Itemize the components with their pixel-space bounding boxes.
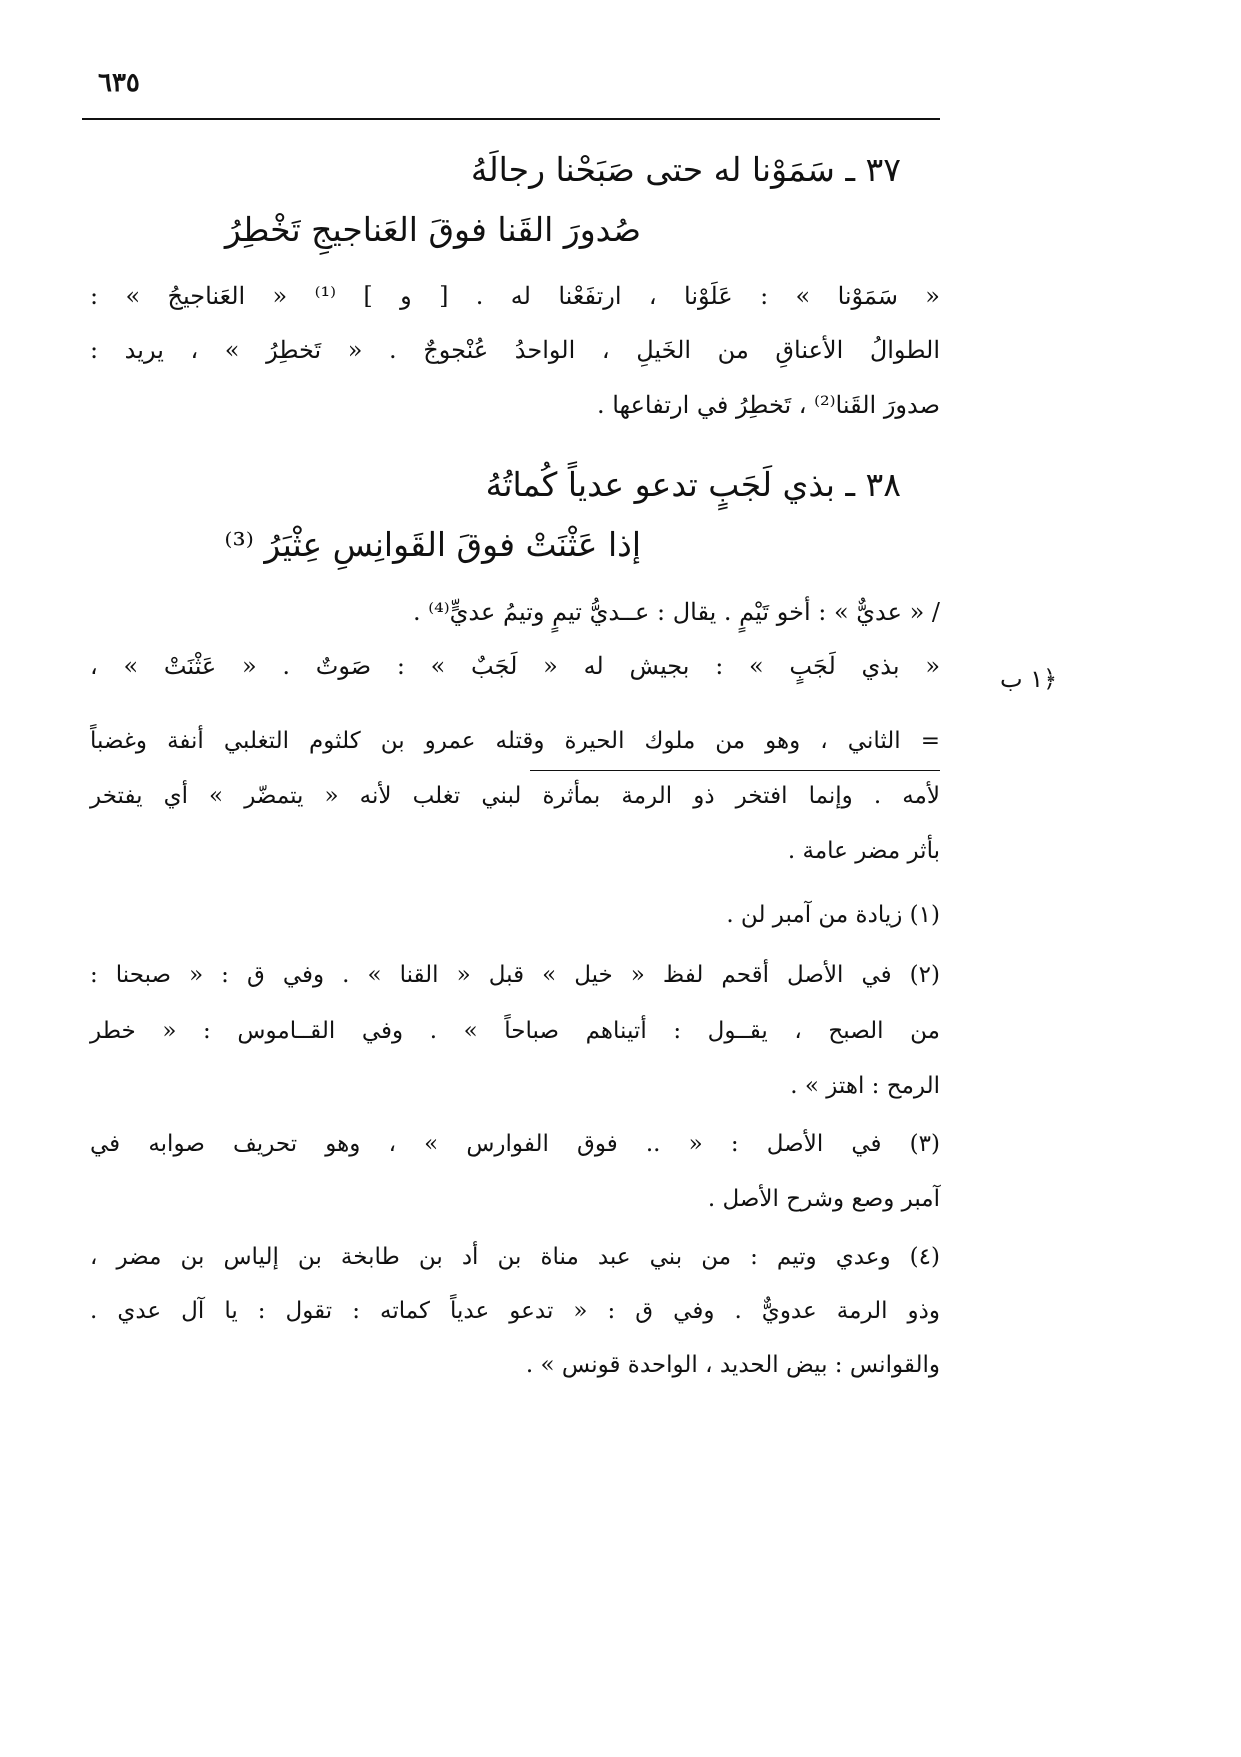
footnote-2-line-1: (٢) في الأصل أقحم لفظ « خيل » قبل « القنا » . وفي ق : « صبحنا : (90, 962, 940, 988)
page-number: ٦٣٥ (98, 68, 140, 98)
commentary-38-line-1: / « عديٌّ » : أخو تَيْمٍ . يقال : عــديُّ تيمٍ وتيمُ عديٍّ⁽⁴⁾ . (412, 598, 940, 626)
footnote-1-line-1: (١) زيادة من آمبر لن . (726, 902, 940, 928)
footnote-continuation-line-3: بأثر مضر عامة . (787, 838, 940, 864)
margin-folio-note: ﴿١ ب (1000, 665, 1058, 693)
verse-37-line-1: ٣٧ ـ سَمَوْنا له حتى صَبَحْنا رجالَهُ (470, 150, 901, 189)
footnote-4-line-2: وذو الرمة عدويٌّ . وفي ق : « تدعو عدياً كماته : تقول : يا آل عدي . (90, 1298, 940, 1324)
commentary-37-line-1: « سَمَوْنا » : عَلَوْنا ، ارتفَعْنا له . [ و ] ⁽¹⁾ « العَناجيجُ » : (90, 282, 940, 310)
verse-37-line-2: صُدورَ القَنا فوقَ العَناجيجِ تَخْطِرُ (224, 210, 641, 249)
footnote-2-line-2: من الصبح ، يقــول : أتيناهم صباحاً » . وفي القــاموس : « خطر (90, 1018, 940, 1044)
footnote-3-line-1: (٣) في الأصل : « .. فوق الفوارس » ، وهو تحريف صوابه في (90, 1131, 940, 1157)
commentary-38-line-2: « بذي لَجَبٍ » : بجيش له « لَجَبٌ » : صَوتٌ . « عَثْنَتْ » ، (90, 652, 940, 680)
footnote-4-line-3: والقوانس : بيض الحديد ، الواحدة قونس » . (525, 1352, 940, 1378)
verse-38-line-1: ٣٨ ـ بذي لَجَبٍ تدعو عدياً كُماتُهُ (485, 465, 901, 504)
footnote-3-line-2: آمبر وصع وشرح الأصل . (707, 1186, 940, 1212)
footnote-2-line-3: الرمح : اهتز » . (790, 1073, 940, 1099)
commentary-37-line-3: صدورَ القَنا⁽²⁾ ، تَخطِرُ في ارتفاعها . (596, 391, 940, 419)
footnote-4-line-1: (٤) وعدي وتيم : من بني عبد مناة بن أد بن طابخة بن إلياس بن مضر ، (90, 1244, 940, 1270)
header-rule (82, 118, 940, 120)
footnote-continuation-line-2: لأمه . وإنما افتخر ذو الرمة بمأثرة لبني تغلب لأنه « يتمضّر » أي يفتخر (90, 783, 940, 809)
commentary-37-line-2: الطوالُ الأعناقِ من الخَيلِ ، الواحدُ عُنْجوجٌ . « تَخطِرُ » ، يريد : (90, 336, 940, 364)
footnote-rule (530, 770, 940, 771)
verse-38-line-2: إذا عَثْنَتْ فوقَ القَوانِسِ عِثْيَرُ ⁽³⁾ (224, 525, 641, 564)
footnote-continuation-line-1: = الثاني ، وهو من ملوك الحيرة وقتله عمرو بن كلثوم التغلبي أنفة وغضباً (90, 728, 940, 754)
